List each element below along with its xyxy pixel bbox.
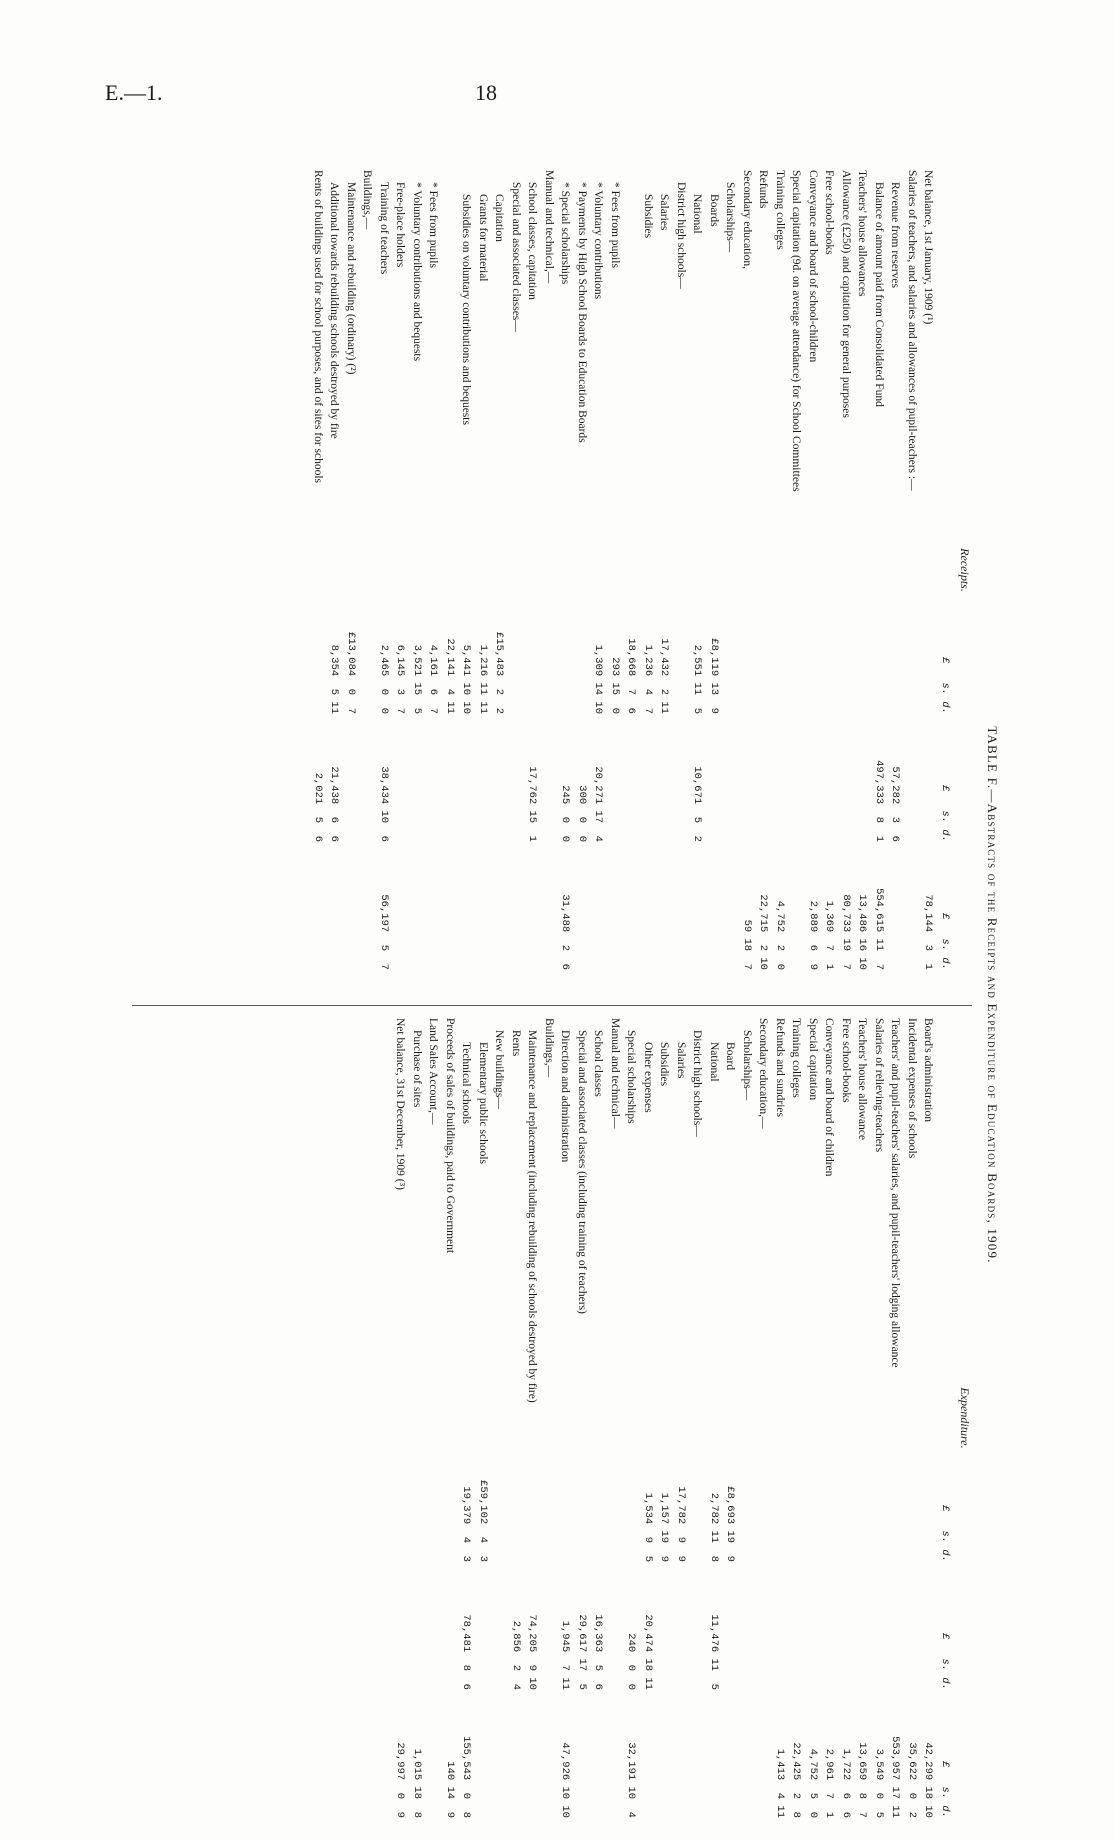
table-row (854, 1018, 871, 1818)
row-label: Allowance (£250) and capitation for general purposes (840, 170, 852, 418)
expenditure-column (132, 1005, 972, 1818)
amount-c1: 2,465 0 0 (378, 644, 390, 714)
row-label: Technical schools (460, 1042, 473, 1124)
table-row (656, 1018, 673, 1818)
amount-c2: 16,363 5 6 (592, 1614, 605, 1690)
table-row (673, 1018, 690, 1818)
row-label: District high schools— (691, 1030, 704, 1137)
row-label: Purchase of sites (411, 1030, 423, 1108)
amount-c2: 17,762 15 1 (526, 766, 539, 842)
amount-c2: 38,434 10 6 (378, 766, 390, 842)
table-row (458, 1018, 475, 1818)
table-row (607, 1018, 624, 1818)
amount-c3: 22,715 2 10 (757, 894, 770, 970)
row-label: Teachers' house allowance (856, 1018, 869, 1140)
row-label: Special and associated classes (including training of teachers) (576, 1030, 588, 1314)
amount-c3: 3,549 0 5 (873, 1748, 885, 1818)
row-label: Teachers' house allowances (856, 170, 869, 297)
table-row (788, 1018, 805, 1818)
receipts-rows (310, 170, 937, 970)
amount-c1: 8,354 5 11 (328, 644, 341, 714)
row-label: Other expenses (642, 1042, 654, 1113)
table-row (442, 170, 459, 970)
amount-c1: 4,161 6 7 (427, 644, 440, 714)
table-row (590, 170, 607, 970)
amount-c2: 497,333 8 1 (873, 760, 885, 842)
row-label: Special scholarships (625, 1030, 638, 1124)
row-label: Training of teachers (378, 182, 390, 275)
table-row (376, 170, 393, 970)
money-heading: £ s. d. (939, 913, 951, 970)
row-label: Conveyance and board of children (823, 1018, 836, 1177)
amount-c2: 11,476 11 5 (708, 1614, 720, 1690)
table-row (821, 170, 838, 970)
table-row (772, 1018, 789, 1818)
table-row (640, 1018, 657, 1818)
amount-c1: 1,216 11 11 (477, 644, 489, 714)
row-label: Scholarships— (741, 1030, 753, 1101)
row-label: Rents (510, 1030, 522, 1057)
amount-c2: 300 0 0 (576, 785, 588, 842)
table-row (524, 1018, 541, 1818)
row-label: Capitation (493, 194, 506, 242)
amount-c3: 59 18 7 (741, 919, 753, 970)
row-label: Net balance, 31st December, 1909 (³) (394, 1018, 407, 1190)
amount-c1: 17,432 2 11 (658, 638, 671, 714)
row-label: Maintenance and replacement (including rebuilding of schools destroyed by fire) (526, 1030, 539, 1403)
amount-c2: 78,481 8 6 (460, 1614, 473, 1690)
row-label: Board (724, 1042, 737, 1071)
amount-c2: 1,945 7 11 (559, 1620, 572, 1690)
table-row (871, 170, 888, 970)
amount-c3: 1,413 4 11 (774, 1748, 786, 1818)
row-label: Secondary education,— (757, 1018, 770, 1129)
amount-c3: 13,659 8 7 (856, 1742, 869, 1818)
table-row (755, 170, 772, 970)
amount-c2: 2,856 2 4 (510, 1620, 522, 1690)
amount-c3: 1,015 18 8 (411, 1748, 423, 1818)
amount-c3: 22,425 2 8 (790, 1742, 803, 1818)
row-label: Subsidies (642, 194, 654, 239)
table-row (574, 1018, 591, 1818)
page-number: 18 (475, 80, 497, 105)
amount-c2: 20,271 17 4 (592, 766, 605, 842)
row-label: Salaries (675, 1042, 687, 1079)
row-label: Rents of buildings used for school purposes, and of sites for schools (312, 170, 324, 484)
row-label: Additional towards rebuilding schools destroyed by fire (328, 182, 341, 439)
table-row (689, 170, 706, 970)
amount-c1: £8,693 19 9 (724, 1486, 737, 1562)
row-label: * Fees from pupils (427, 182, 440, 268)
table-row (607, 170, 624, 970)
amount-c2: 240 0 0 (625, 1633, 638, 1690)
row-label: Training colleges (790, 1018, 803, 1098)
amount-c2: 57,282 3 6 (889, 766, 902, 842)
amount-c3: 13,486 16 10 (856, 894, 869, 970)
row-label: Elementary public schools (477, 1042, 489, 1164)
table-row (557, 1018, 574, 1818)
row-label: Maintenance and rebuilding (ordinary) (²) (345, 182, 357, 375)
amount-c1: 293 15 0 (609, 657, 621, 714)
table-row (557, 170, 574, 970)
amount-c3: 56,197 5 7 (378, 894, 390, 970)
row-label: Special capitation (9d. on average attendance) for School Committees (790, 170, 803, 492)
amount-c1: £59,102 4 3 (477, 1480, 489, 1562)
table-row (442, 1018, 459, 1818)
amount-c3: 155,543 0 8 (460, 1736, 473, 1818)
row-label: Free school-books (840, 1018, 852, 1103)
row-label: Buildings,— (543, 1018, 555, 1078)
amount-c2: 2,021 5 6 (312, 772, 324, 842)
table-row (541, 1018, 558, 1818)
table-row (838, 170, 855, 970)
row-label: Salaries of teachers, and salaries and allowances of pupil-teachers :— (906, 170, 918, 491)
amount-c1: 3,521 15 5 (411, 644, 423, 714)
money-heading: £ s. d. (939, 1505, 951, 1562)
table-title: TABLE F.—Abstracts of the Receipts and Expenditure of Education Boards, 1909. (985, 726, 1000, 1264)
amount-c3: 2,889 6 9 (807, 900, 819, 970)
table-row (475, 1018, 492, 1818)
amount-c1: £13,084 0 7 (345, 632, 357, 714)
amount-c3: 4,752 5 0 (807, 1748, 819, 1818)
table-row (640, 170, 657, 970)
amount-c3: 31,488 2 6 (559, 894, 572, 970)
expenditure-heading: Expenditure. (958, 1387, 972, 1449)
amount-c1: 2,551 11 5 (691, 644, 704, 714)
table-row (508, 170, 525, 970)
amount-c1: 1,236 4 7 (642, 644, 654, 714)
table-row (887, 1018, 904, 1818)
row-label: National (708, 1042, 720, 1082)
table-row (838, 1018, 855, 1818)
row-label: Free-place holders (394, 182, 407, 268)
table-row (805, 170, 822, 970)
row-label: Special and associated classes— (510, 182, 522, 332)
row-label: Scholarships— (724, 182, 737, 253)
money-heading-row (937, 1018, 954, 1818)
row-label: Free school-books (823, 170, 836, 255)
table-row (772, 170, 789, 970)
amount-c3: 78,144 3 1 (922, 894, 935, 970)
amount-c1: 19,379 4 3 (460, 1486, 473, 1562)
document-code: E.—1. (105, 80, 163, 105)
row-label: Balance of amount paid from Consolidated Fund (873, 182, 885, 407)
table-row (871, 1018, 888, 1818)
amount-c3: 29,997 0 9 (394, 1742, 407, 1818)
table-row (310, 170, 327, 970)
amount-c3: 80,733 19 7 (840, 894, 852, 970)
amount-c2: 20,474 18 11 (642, 1614, 654, 1690)
amount-c2: 245 0 0 (559, 785, 572, 842)
row-label: Incidental expenses of schools (906, 1018, 918, 1159)
row-label: National (691, 194, 704, 234)
table-row (491, 170, 508, 970)
row-label: School classes, capitation (526, 182, 539, 300)
row-label: Subsidies on voluntary contributions and bequests (460, 194, 473, 425)
money-heading: £ s. d. (939, 1761, 951, 1818)
table-row (425, 170, 442, 970)
amount-c3: 140 14 9 (444, 1761, 456, 1818)
table-row (755, 1018, 772, 1818)
amount-c1: 22,141 4 11 (444, 638, 456, 714)
row-label: Net balance, 1st January, 1909 (¹) (922, 170, 935, 325)
amount-c3: 47,926 10 10 (559, 1742, 572, 1818)
amount-c3: 4,752 2 0 (774, 900, 786, 970)
row-label: Salaries of relieving-teachers (873, 1018, 885, 1153)
amount-c1: 1,309 14 10 (592, 644, 605, 714)
row-label: Manual and technical,— (543, 170, 555, 284)
row-label: Salaries (658, 194, 671, 231)
table-row (821, 1018, 838, 1818)
row-label: Refunds and sundries (774, 1018, 786, 1118)
row-label: Manual and technical— (609, 1018, 621, 1129)
money-heading: £ s. d. (939, 657, 951, 714)
table-row (491, 1018, 508, 1818)
amount-c1: 17,782 9 9 (675, 1486, 687, 1562)
amount-c1: 2,782 11 8 (708, 1492, 720, 1562)
row-label: Proceeds of sales of buildings, paid to Government (444, 1018, 456, 1254)
row-label: Secondary education, (741, 170, 753, 269)
row-label: Direction and administration (559, 1030, 572, 1163)
receipts-heading: Receipts. (958, 548, 972, 592)
table-row (475, 170, 492, 970)
amount-c3: 32,191 10 4 (625, 1742, 638, 1818)
table-row (904, 170, 921, 970)
row-label: Boards (708, 194, 720, 227)
amount-c1: £8,119 13 9 (708, 638, 720, 714)
table-row (425, 1018, 442, 1818)
row-label: New buildings— (493, 1030, 506, 1109)
table-row (343, 170, 360, 970)
row-label: Subsidies (658, 1042, 671, 1087)
amount-c1: 18,668 7 6 (625, 638, 638, 714)
row-label: * Voluntary contributions (592, 182, 605, 300)
table-row (623, 1018, 640, 1818)
table-row (541, 170, 558, 970)
row-label: * Fees from pupils (609, 182, 621, 268)
table-row (887, 170, 904, 970)
row-label: District high schools— (675, 182, 687, 289)
amount-c3: 1,722 6 6 (840, 1748, 852, 1818)
amount-c1: 6,145 3 7 (394, 644, 407, 714)
amount-c2: 74,205 9 10 (526, 1614, 539, 1690)
row-label: Grants for material (477, 194, 489, 282)
table-row (409, 1018, 426, 1818)
rotated-table (120, 170, 1000, 1820)
row-label: Buildings,— (361, 170, 374, 230)
row-label: * Special scholarships (559, 182, 572, 285)
amount-c2: 10,671 5 2 (691, 766, 704, 842)
row-label: * Payments by High School Boards to Education Boards (576, 182, 588, 443)
table-row (722, 1018, 739, 1818)
table-row (590, 1018, 607, 1818)
amount-c1: 1,157 19 9 (658, 1492, 671, 1562)
table-row (722, 170, 739, 970)
row-label: Board's administration (922, 1018, 935, 1122)
amount-c3: 553,957 17 11 (889, 1736, 902, 1818)
expenditure-rows (392, 1018, 937, 1818)
amount-c3: 554,615 11 7 (873, 888, 885, 970)
amount-c2: 21,438 6 6 (328, 766, 341, 842)
table-row (706, 170, 723, 970)
table-row (409, 170, 426, 970)
row-label: Revenue from reserves (889, 182, 902, 289)
table-row (656, 170, 673, 970)
table-row (524, 170, 541, 970)
table-row (623, 170, 640, 970)
amount-c1: 5,441 10 10 (460, 644, 473, 714)
amount-c2: 29,617 17 5 (576, 1614, 588, 1690)
row-label: Conveyance and board of school-children (807, 170, 819, 363)
table-row (854, 170, 871, 970)
table-row (458, 170, 475, 970)
row-label: * Voluntary contributions and bequests (411, 182, 423, 362)
amount-c1: 1,534 9 5 (642, 1492, 654, 1562)
table-row (689, 1018, 706, 1818)
row-label: Special capitation (807, 1018, 819, 1101)
row-label: Refunds (757, 170, 770, 209)
amount-c3: 35,622 0 2 (906, 1742, 918, 1818)
table-row (326, 170, 343, 970)
table-row (706, 1018, 723, 1818)
table-row (392, 170, 409, 970)
money-heading: £ s. d. (939, 1633, 951, 1690)
amount-c3: 42,299 18 10 (922, 1742, 935, 1818)
table-row (904, 1018, 921, 1818)
amount-c3: 2,961 7 1 (823, 1748, 836, 1818)
table-row (359, 170, 376, 970)
money-heading: £ s. d. (939, 785, 951, 842)
table-row (920, 1018, 937, 1818)
row-label: Training colleges (774, 170, 786, 250)
table-row (673, 170, 690, 970)
table-row (739, 1018, 756, 1818)
table-row (574, 170, 591, 970)
money-heading-row (937, 170, 954, 970)
table-row (392, 1018, 409, 1818)
row-label: Teachers' and pupil-teachers' salaries, and pupil-teachers' lodging allowance (889, 1018, 902, 1368)
row-label: School classes (592, 1030, 605, 1097)
amount-c1: £15,483 2 2 (493, 632, 506, 714)
receipts-column (132, 170, 972, 970)
table-row (739, 170, 756, 970)
table-row (805, 1018, 822, 1818)
table-row (508, 1018, 525, 1818)
row-label: Land Sales Account,— (427, 1018, 440, 1125)
table-row (788, 170, 805, 970)
amount-c3: 1,369 7 1 (823, 900, 836, 970)
table-row (920, 170, 937, 970)
